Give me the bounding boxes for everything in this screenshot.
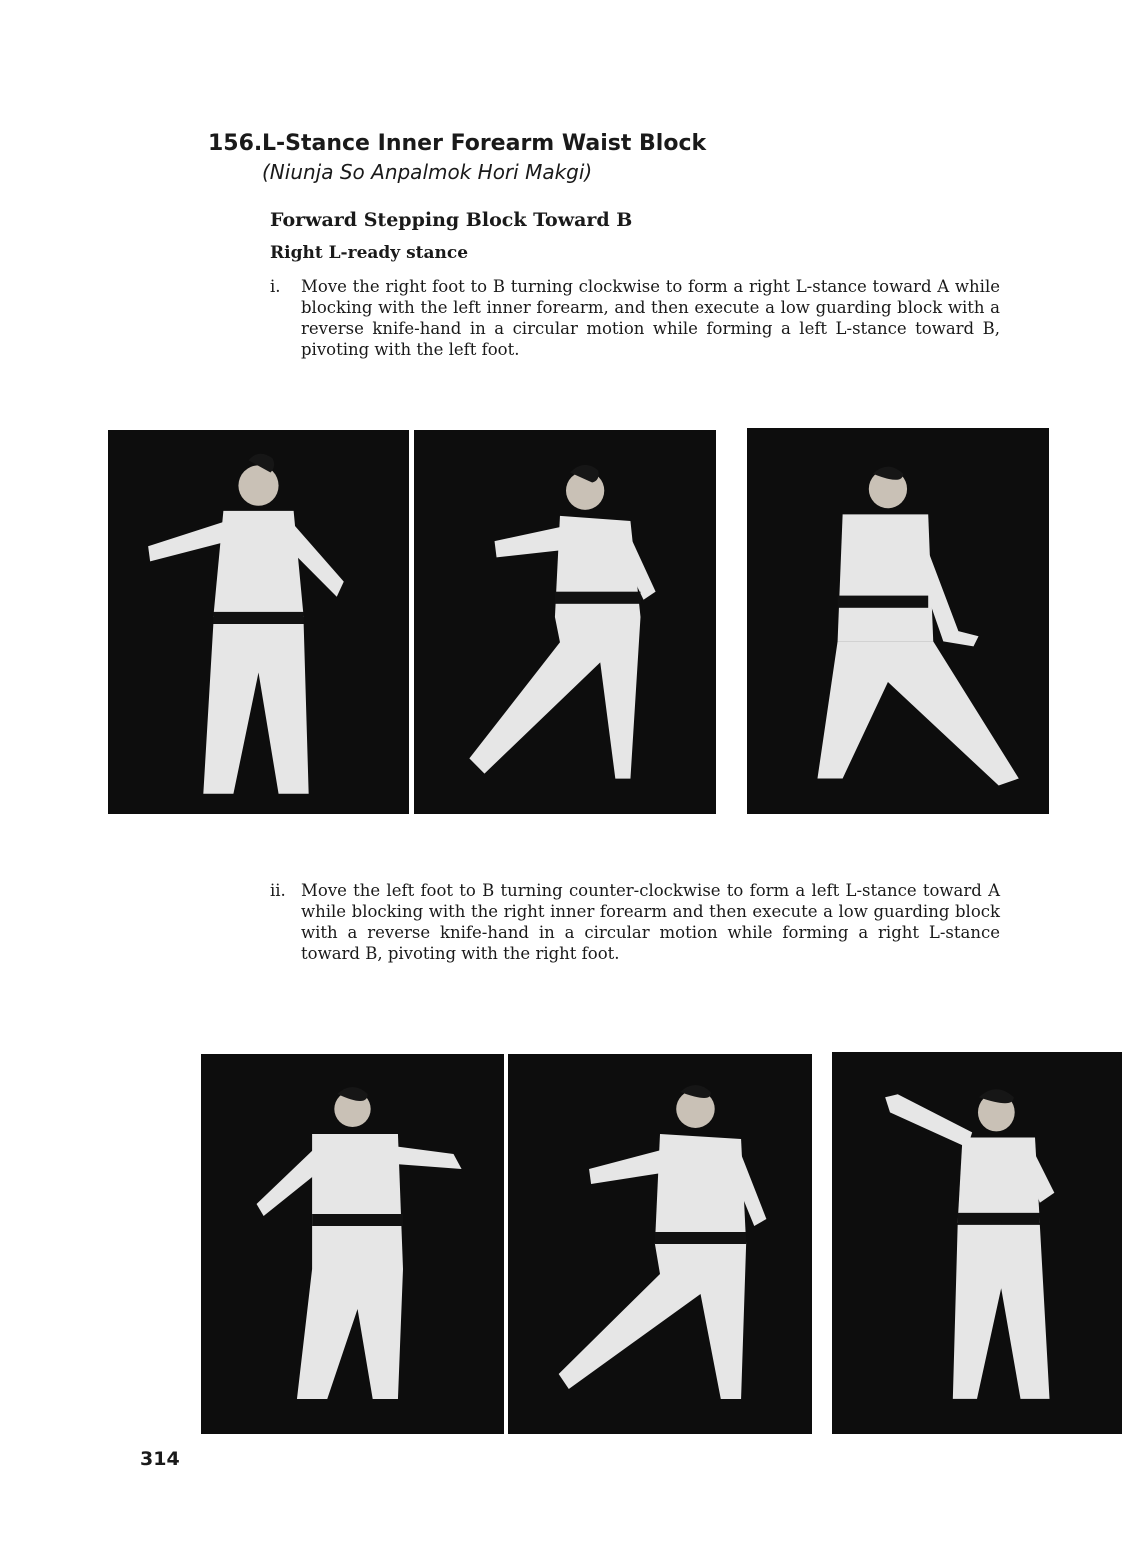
stance-label: Right L-ready stance — [270, 243, 469, 263]
section-heading: Forward Stepping Block Toward B — [270, 209, 633, 231]
step-marker: ii. — [270, 881, 286, 900]
step-ii — [270, 880, 1000, 964]
photo-step-2b — [508, 1054, 812, 1434]
page-title: L-Stance Inner Forearm Waist Block — [262, 131, 707, 156]
step-i — [270, 276, 1000, 360]
photo-step-1b — [414, 430, 716, 814]
section-number: 156. — [208, 131, 263, 156]
step-text: Move the right foot to B turning clockwise to form a right L-stance toward A while blocking with the left inner forearm, and then execute a low guarding block with a reverse knife-hand in a circular motion while forming a left L-stance toward B, pivoting with the left foot. — [301, 277, 1000, 359]
photo-step-2c — [832, 1052, 1122, 1434]
page-subtitle: (Niunja So Anpalmok Hori Makgi) — [262, 160, 593, 184]
photo-step-1c — [747, 428, 1049, 814]
photo-step-2a — [201, 1054, 504, 1434]
page-number: 314 — [140, 1448, 180, 1470]
step-marker: i. — [270, 277, 281, 296]
photo-step-1a — [108, 430, 409, 814]
step-text: Move the left foot to B turning counter-clockwise to form a left L-stance toward A while blocking with the right inner forearm and then execute a low guarding block with a reverse knife-hand in a circular motion while forming a right L-stance toward B, pivoting with the right foot. — [301, 881, 1000, 963]
